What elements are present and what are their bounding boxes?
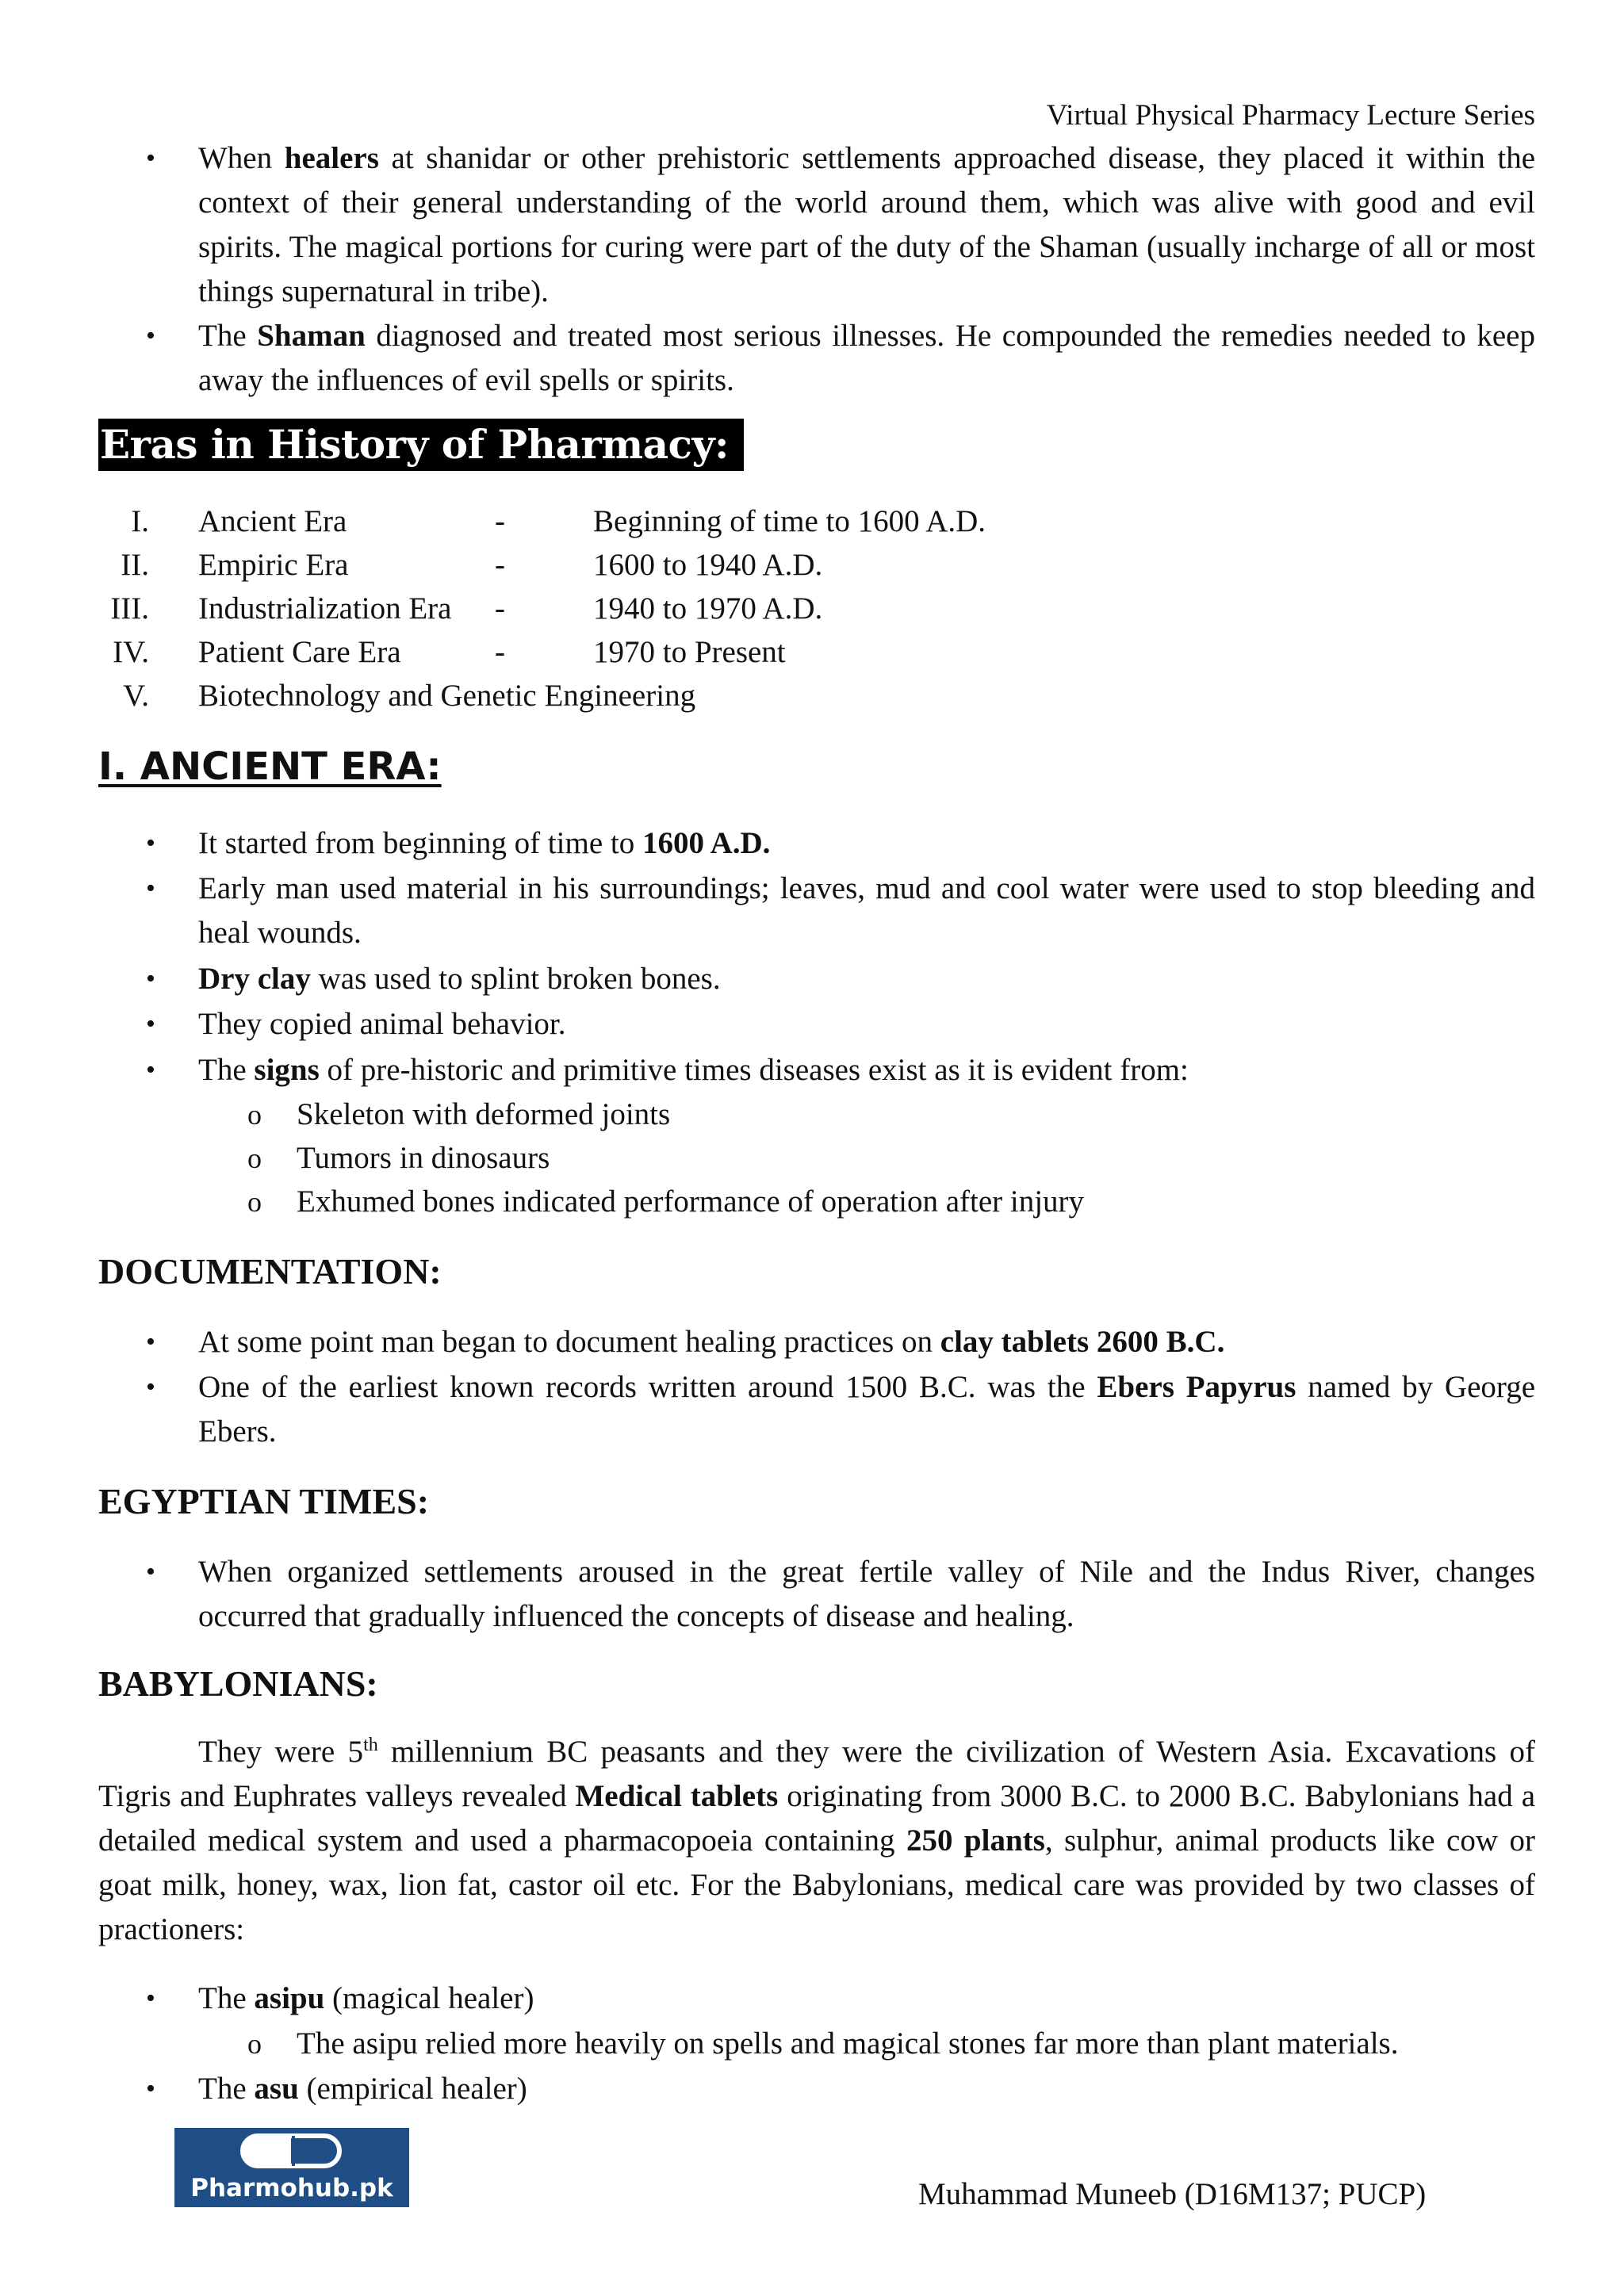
bullet-symbol: • bbox=[146, 321, 155, 350]
era-numeral: I. bbox=[131, 504, 149, 538]
babylonians-heading: BABYLONIANS: bbox=[98, 1663, 378, 1704]
era-name: Industrialization Era bbox=[198, 591, 452, 626]
era-numeral: III. bbox=[110, 591, 149, 626]
author-footer: Muhammad Muneeb (D16M137; PUCP) bbox=[918, 2177, 1427, 2211]
bullet-symbol: • bbox=[146, 1557, 155, 1586]
sub-bullet-symbol: o bbox=[247, 1142, 262, 1174]
era-dash: - bbox=[495, 548, 505, 582]
eras-heading: Eras in History of Pharmacy: bbox=[98, 419, 744, 471]
sub-item: Tumors in dinosaurs bbox=[297, 1141, 550, 1175]
bullet-symbol: • bbox=[146, 1327, 155, 1357]
documentation-heading: DOCUMENTATION: bbox=[98, 1251, 442, 1292]
documentation-bullet-tablets: At some point man began to document healing practices on clay tablets 2600 B.C. bbox=[198, 1325, 1225, 1359]
intro-bullet-healers: When healers at shanidar or other prehistoric settlements approached disease, they placed it within the context of their general understanding of the world around them, which was alive with good and evil spirits. The magical portions for curing were part of the duty of the Shaman (usually incharge of all or most things supernatural in tribe). bbox=[198, 141, 1536, 308]
era-range: Beginning of time to 1600 A.D. bbox=[593, 504, 986, 538]
era-numeral: IV. bbox=[113, 635, 149, 669]
bullet-symbol: • bbox=[146, 828, 155, 858]
era-dash: - bbox=[495, 504, 505, 538]
logo-text: Pharmohub.pk bbox=[190, 2174, 393, 2202]
era-name: Patient Care Era bbox=[198, 635, 401, 669]
era-range: 1600 to 1940 A.D. bbox=[593, 548, 823, 582]
bullet-symbol: • bbox=[146, 1984, 155, 2013]
capsule-icon bbox=[174, 2128, 409, 2172]
ancient-bullet-start: It started from beginning of time to 1600 A.D. bbox=[198, 826, 771, 860]
bullet-symbol: • bbox=[146, 1009, 155, 1039]
documentation-bullet-ebers: One of the earliest known records written around 1500 B.C. was the Ebers Papyrus named by George Ebers. bbox=[198, 1370, 1535, 1448]
sub-bullet-symbol: o bbox=[247, 1099, 262, 1131]
bullet-symbol: • bbox=[146, 874, 155, 903]
ancient-bullet-clay: Dry clay was used to splint broken bones. bbox=[198, 962, 721, 996]
asipu-sub-item: The asipu relied more heavily on spells and magical stones far more than plant materials. bbox=[297, 2026, 1399, 2061]
era-range: 1970 to Present bbox=[593, 635, 786, 669]
ancient-bullet-animal: They copied animal behavior. bbox=[198, 1007, 566, 1041]
babylonians-bullet-asu: The asu (empirical healer) bbox=[198, 2072, 527, 2106]
bullet-symbol: • bbox=[146, 144, 155, 173]
ancient-bullet-signs: The signs of pre-historic and primitive times diseases exist as it is evident from: bbox=[198, 1053, 1189, 1087]
era-name: Empiric Era bbox=[198, 548, 349, 582]
era-numeral: II. bbox=[121, 548, 149, 582]
era-name: Ancient Era bbox=[198, 504, 347, 538]
era-name: Biotechnology and Genetic Engineering bbox=[198, 679, 696, 713]
babylonians-bullet-asipu: The asipu (magical healer) bbox=[198, 1981, 534, 2015]
era-dash: - bbox=[495, 591, 505, 626]
era-numeral: V. bbox=[123, 679, 149, 713]
ancient-era-heading: I. ANCIENT ERA: bbox=[98, 744, 442, 789]
sub-bullet-symbol: o bbox=[247, 2028, 262, 2060]
intro-bullet-shaman: The Shaman diagnosed and treated most serious illnesses. He compounded the remedies needed to keep away the influences of evil spells or spirits. bbox=[198, 319, 1535, 397]
sub-item: Exhumed bones indicated performance of operation after injury bbox=[297, 1184, 1085, 1219]
running-header: Virtual Physical Pharmacy Lecture Series bbox=[1046, 99, 1535, 132]
bullet-symbol: • bbox=[146, 1372, 155, 1402]
bullet-symbol: • bbox=[146, 964, 155, 993]
egyptian-heading: EGYPTIAN TIMES: bbox=[98, 1481, 430, 1521]
pharmohub-logo bbox=[174, 2128, 409, 2207]
sub-bullet-symbol: o bbox=[247, 1186, 262, 1218]
ancient-bullet-materials: Early man used material in his surroundings; leaves, mud and cool water were used to stop bleeding and heal wounds. bbox=[198, 871, 1535, 950]
sub-item: Skeleton with deformed joints bbox=[297, 1097, 671, 1131]
egyptian-bullet: When organized settlements aroused in the great fertile valley of Nile and the Indus River, changes occurred that gradually influenced the concepts of disease and healing. bbox=[198, 1555, 1535, 1633]
era-dash: - bbox=[495, 635, 505, 669]
babylonians-paragraph: They were 5th millennium BC peasants and they were the civilization of Western Asia. Excavations of Tigris and Euphrates valleys revealed Medical tablets originating from 3000 B.C. to 2000 B.C. Babylonians had a detailed medical system and used a pharmacopoeia containing 250 plants, sulphur, animal products like cow or goat milk, honey, wax, lion fat, castor oil etc. For the Babylonians, medical care was provided by two classes of practioners: bbox=[98, 1735, 1536, 1946]
era-range: 1940 to 1970 A.D. bbox=[593, 591, 823, 626]
bullet-symbol: • bbox=[146, 2074, 155, 2103]
bullet-symbol: • bbox=[146, 1055, 155, 1085]
